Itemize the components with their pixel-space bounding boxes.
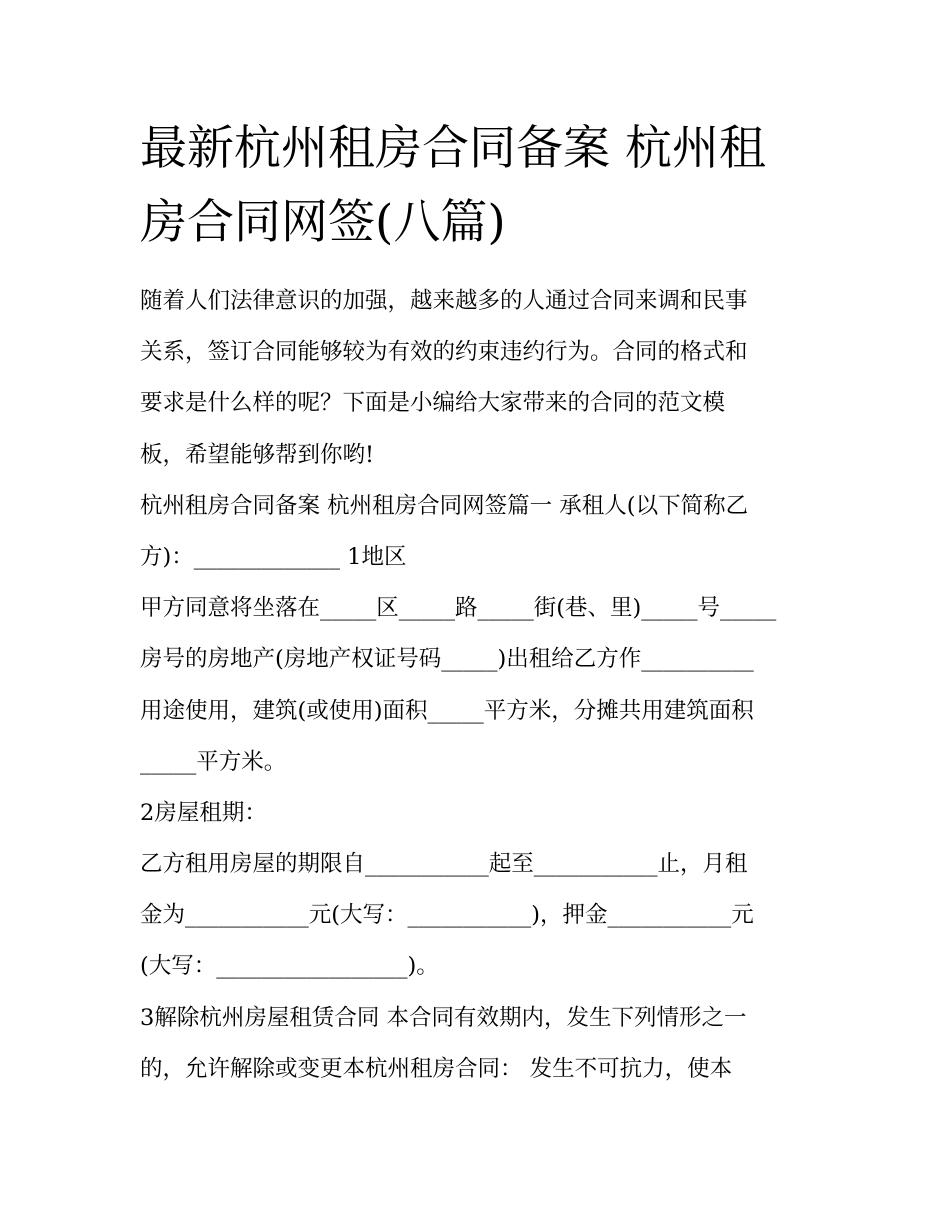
body-line: _____平方米。 — [140, 748, 287, 775]
title-line: 房合同网签(八篇) — [140, 195, 506, 250]
body-line: 2房屋租期： — [140, 799, 267, 826]
body-line: 随着人们法律意识的加强，越来越多的人通过合同来调和民事 — [140, 288, 748, 314]
body-line: 金为___________元(大写：___________)，押金___________元 — [140, 902, 754, 929]
title-line: 最新杭州租房合同备案 杭州租 — [140, 121, 766, 176]
body-line: 房号的房地产(房地产权证号码_____)出租给乙方作__________ — [140, 646, 754, 673]
body-line: 板，希望能够帮到你哟! — [140, 441, 375, 468]
body-line: 3解除杭州房屋租赁合同 本合同有效期内，发生下列情形之一 — [140, 1004, 747, 1031]
body-line: 的，允许解除或变更本杭州租房合同： 发生不可抗力，使本 — [140, 1055, 733, 1082]
body-line: 关系，签订合同能够较为有效的约束违约行为。合同的格式和 — [140, 339, 748, 366]
document-body — [140, 276, 815, 1095]
document-title — [140, 112, 820, 260]
body-line: (大写：_________________)。 — [140, 953, 439, 980]
body-line: 用途使用，建筑(或使用)面积_____平方米，分摊共用建筑面积 — [140, 697, 754, 724]
body-line: 方)：_____________ 1地区 — [140, 543, 407, 570]
body-line: 甲方同意将坐落在_____区_____路_____街(巷、里)_____号_____ — [140, 595, 777, 622]
body-line: 乙方租用房屋的期限自___________起至___________止，月租 — [140, 851, 748, 878]
body-line: 要求是什么样的呢？下面是小编给大家带来的合同的范文模 — [140, 390, 726, 417]
body-line: 杭州租房合同备案 杭州租房合同网签篇一 承租人(以下简称乙 — [140, 492, 749, 519]
